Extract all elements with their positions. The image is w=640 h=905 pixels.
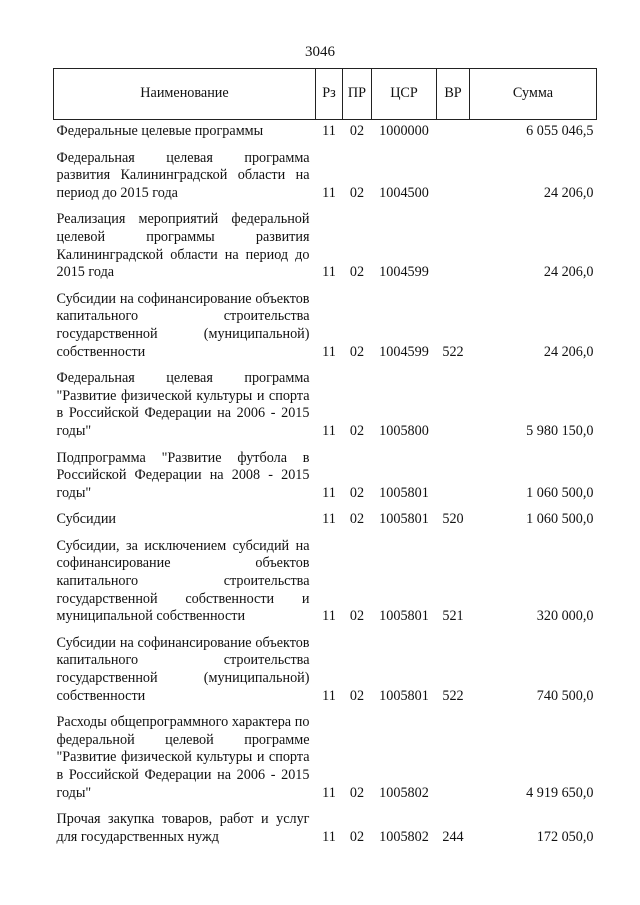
row-name: Прочая закупка товаров, работ и услуг для государственных нужд bbox=[56, 811, 310, 845]
row-name: Субсидии bbox=[56, 511, 117, 528]
row-sum: 172 050,0 bbox=[536, 828, 594, 845]
row-rz: 11 bbox=[322, 184, 336, 201]
row-csr: 1005801 bbox=[379, 687, 429, 704]
row-sum: 24 206,0 bbox=[543, 343, 594, 360]
header-pr: ПР bbox=[343, 69, 372, 120]
row-pr: 02 bbox=[349, 784, 365, 801]
table-row bbox=[54, 705, 597, 802]
row-name: Субсидии на софинансирование объектов капитального строительства государственной (муниципальной) собственности bbox=[56, 290, 310, 360]
row-pr: 02 bbox=[349, 687, 365, 704]
table-row bbox=[54, 626, 597, 705]
row-vr: 521 bbox=[442, 608, 464, 625]
row-vr bbox=[437, 141, 470, 203]
row-pr: 02 bbox=[349, 264, 365, 281]
row-csr: 1004599 bbox=[379, 343, 429, 360]
row-vr bbox=[437, 361, 470, 440]
budget-table bbox=[53, 68, 597, 846]
table-row bbox=[54, 529, 597, 626]
header-vr: ВР bbox=[437, 69, 470, 120]
row-sum: 320 000,0 bbox=[536, 608, 594, 625]
row-sum: 24 206,0 bbox=[543, 264, 594, 281]
row-csr: 1004599 bbox=[379, 264, 429, 281]
row-sum: 1 060 500,0 bbox=[526, 484, 594, 501]
table-row bbox=[54, 202, 597, 281]
row-sum: 5 980 150,0 bbox=[526, 422, 594, 439]
row-pr: 02 bbox=[349, 484, 365, 501]
row-vr: 522 bbox=[442, 343, 464, 360]
table-row bbox=[54, 361, 597, 440]
table-header bbox=[54, 69, 597, 120]
row-name: Расходы общепрограммного характера по федеральной целевой программе "Развитие физической культуры и спорта в Российской Федерации на 2006 - 2015 годы" bbox=[56, 714, 310, 801]
row-pr: 02 bbox=[349, 184, 365, 201]
table-row bbox=[54, 502, 597, 529]
row-sum: 24 206,0 bbox=[543, 184, 594, 201]
row-csr: 1004500 bbox=[379, 184, 429, 201]
header-rz: Рз bbox=[316, 69, 343, 120]
row-vr: 244 bbox=[442, 828, 464, 845]
row-csr: 1005801 bbox=[379, 511, 429, 528]
row-pr: 02 bbox=[349, 511, 365, 528]
row-rz: 11 bbox=[322, 264, 336, 281]
row-sum: 4 919 650,0 bbox=[526, 784, 594, 801]
row-rz: 11 bbox=[322, 343, 336, 360]
row-name: Подпрограмма "Развитие футбола в Российской Федерации на 2008 - 2015 годы" bbox=[56, 449, 310, 501]
row-rz: 11 bbox=[322, 422, 336, 439]
row-vr bbox=[437, 441, 470, 503]
row-vr bbox=[437, 202, 470, 281]
row-rz: 11 bbox=[322, 484, 336, 501]
row-vr bbox=[437, 705, 470, 802]
header-csr: ЦСР bbox=[372, 69, 437, 120]
table-row bbox=[54, 441, 597, 503]
row-name: Субсидии на софинансирование объектов капитального строительства государственной (муниципальной) собственности bbox=[56, 634, 310, 704]
header-name: Наименование bbox=[54, 69, 316, 120]
table-row bbox=[54, 282, 597, 361]
table-row bbox=[54, 120, 597, 141]
row-name: Федеральная целевая программа "Развитие физической культуры и спорта в Российской Федерации на 2006 - 2015 годы" bbox=[56, 370, 310, 439]
row-sum: 6 055 046,5 bbox=[526, 123, 594, 139]
page-number: 3046 bbox=[305, 44, 335, 60]
table-row bbox=[54, 141, 597, 203]
row-rz: 11 bbox=[322, 608, 336, 625]
row-vr bbox=[437, 120, 470, 141]
table-row bbox=[54, 802, 597, 846]
row-name: Федеральные целевые программы bbox=[56, 123, 264, 139]
row-pr: 02 bbox=[349, 343, 365, 360]
row-csr: 1005802 bbox=[379, 784, 429, 801]
row-rz: 11 bbox=[322, 828, 336, 845]
row-pr: 02 bbox=[349, 828, 365, 845]
row-csr: 1005801 bbox=[379, 608, 429, 625]
row-csr: 1005802 bbox=[379, 828, 429, 845]
row-sum: 1 060 500,0 bbox=[526, 511, 594, 528]
row-csr: 1005801 bbox=[379, 484, 429, 501]
row-pr: 02 bbox=[349, 422, 365, 439]
table-body bbox=[54, 120, 597, 847]
row-sum: 740 500,0 bbox=[536, 687, 594, 704]
row-rz: 11 bbox=[322, 784, 336, 801]
row-rz: 11 bbox=[322, 511, 336, 528]
header-sum: Сумма bbox=[470, 69, 597, 120]
row-csr: 1005800 bbox=[379, 422, 429, 439]
row-name: Субсидии, за исключением субсидий на софинансирование объектов капитального строительства государственной собственности и муниципальной собственности bbox=[56, 537, 310, 625]
row-pr: 02 bbox=[349, 123, 365, 139]
row-name: Реализация мероприятий федеральной целевой программы развития Калининградской области на период до 2015 года bbox=[56, 211, 310, 281]
row-rz: 11 bbox=[322, 123, 336, 139]
row-pr: 02 bbox=[349, 608, 365, 625]
row-vr: 520 bbox=[442, 511, 464, 528]
row-vr: 522 bbox=[442, 687, 464, 704]
row-rz: 11 bbox=[322, 687, 336, 704]
row-name: Федеральная целевая программа развития Калининградской области на период до 2015 года bbox=[56, 149, 310, 201]
row-csr: 1000000 bbox=[379, 123, 429, 139]
